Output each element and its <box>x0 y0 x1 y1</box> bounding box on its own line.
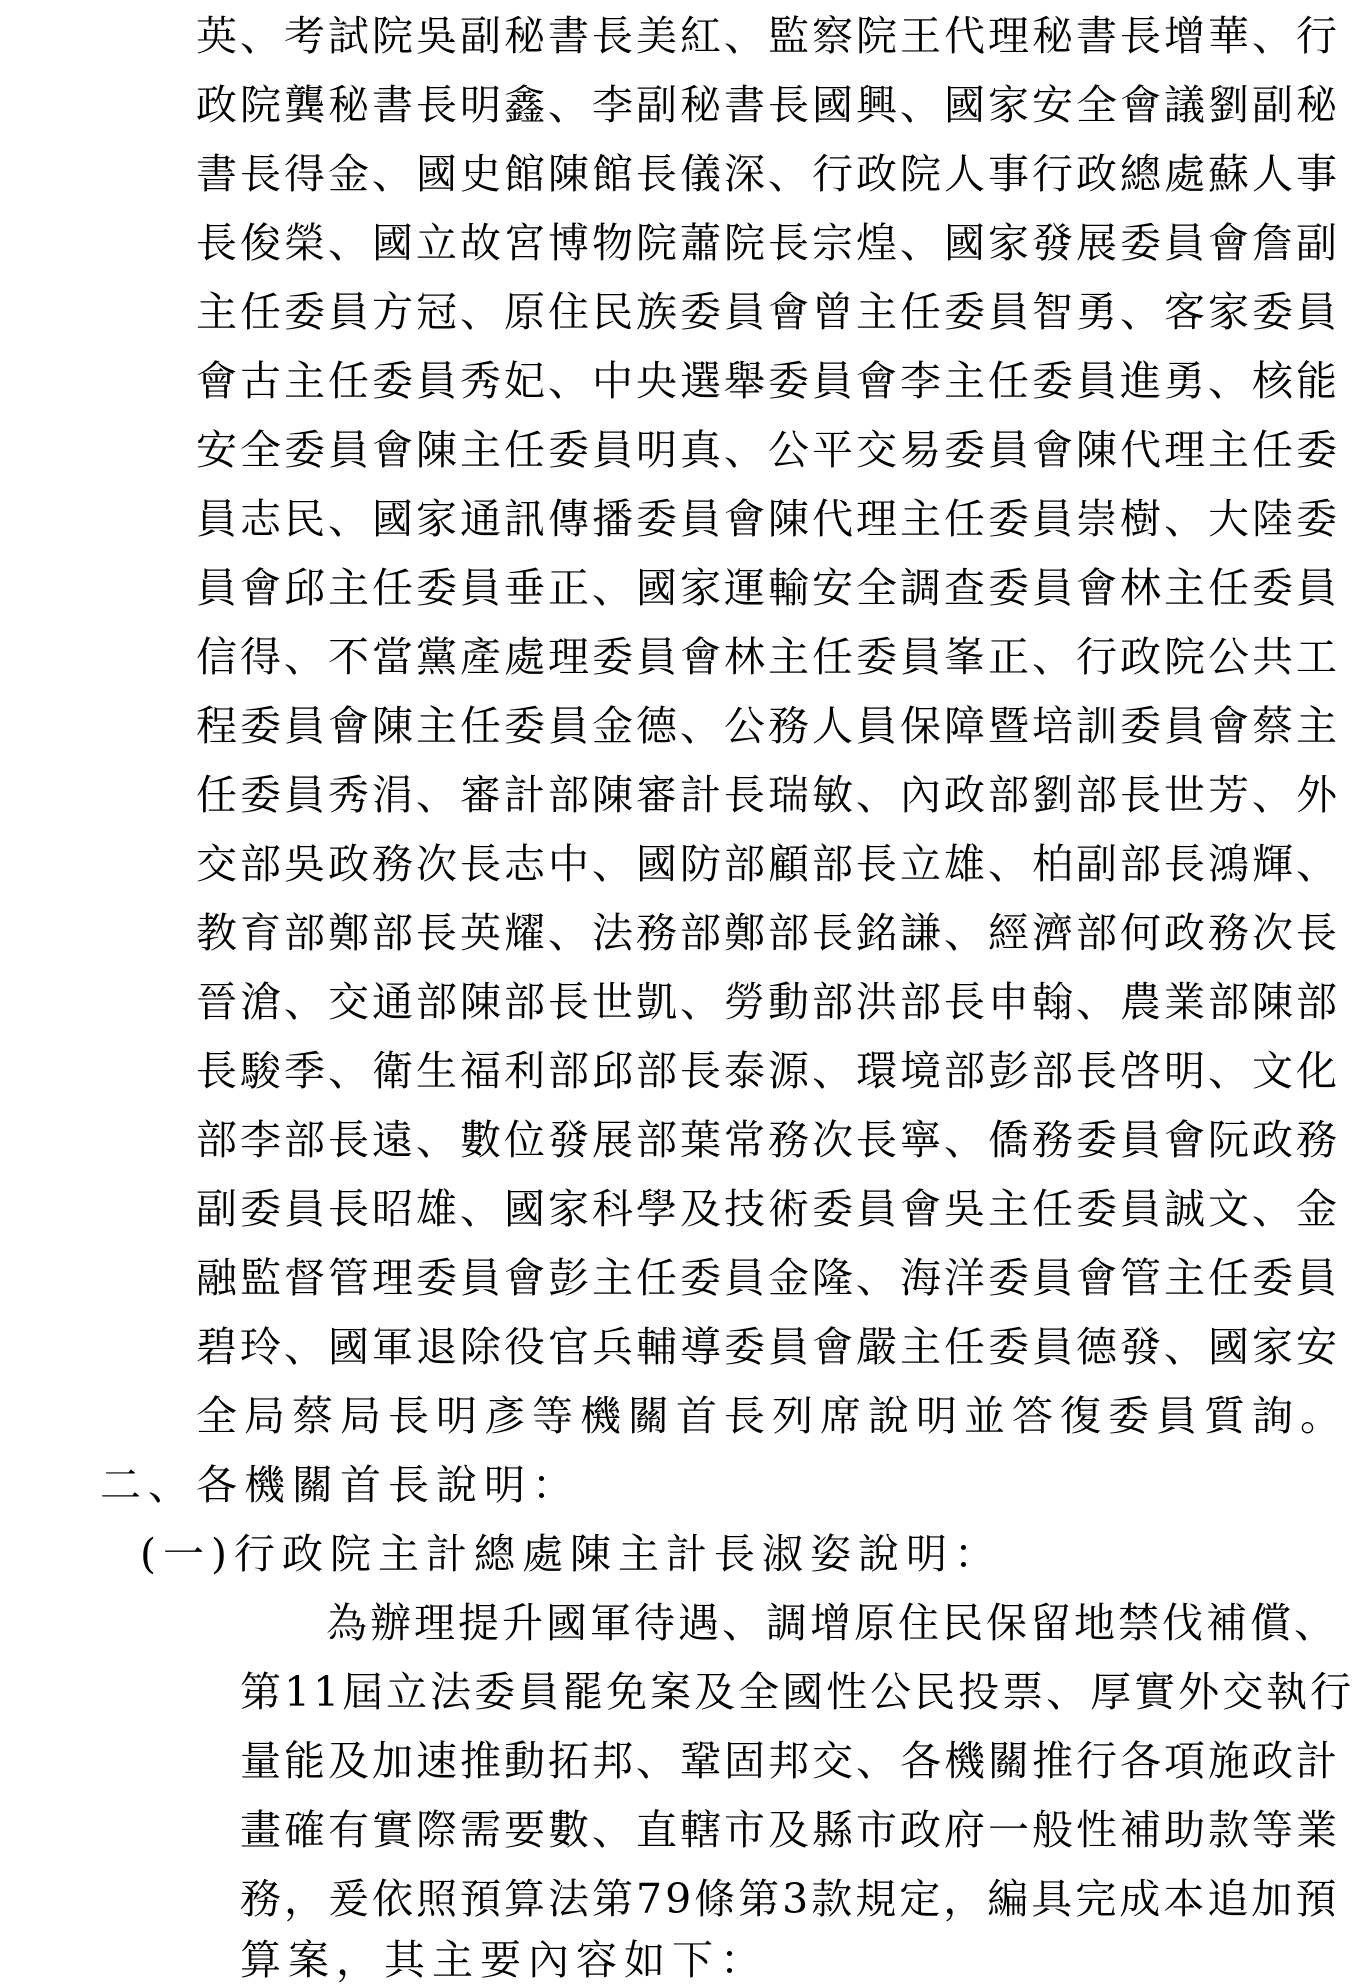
text-line: 信得、不當黨產處理委員會林主任委員峯正、行政院公共工 <box>196 633 1340 681</box>
text-line: 會古主任委員秀妃、中央選舉委員會李主任委員進勇、核能 <box>196 357 1340 405</box>
text-line: 員志民、國家通訊傳播委員會陳代理主任委員崇樹、大陸委 <box>196 495 1340 543</box>
text-line: 書長得金、國史館陳館長儀深、行政院人事行政總處蘇人事 <box>196 150 1340 198</box>
paragraph-line: 畫確有實際需要數、直轄市及縣市政府一般性補助款等業 <box>240 1806 1340 1854</box>
text-line: 長駿季、衛生福利部邱部長泰源、環境部彭部長啓明、文化 <box>196 1047 1340 1095</box>
text-line: 融監督管理委員會彭主任委員金隆、海洋委員會管主任委員 <box>196 1254 1340 1302</box>
paragraph-line: 務，爰依照預算法第79條第3款規定，編具完成本追加預 <box>240 1875 1340 1923</box>
text-line: 全局蔡局長明彥等機關首長列席說明並答復委員質詢。 <box>196 1392 1348 1440</box>
text-line: 程委員會陳主任委員金德、公務人員保障暨培訓委員會蔡主 <box>196 702 1340 750</box>
text-line: 部李部長遠、數位發展部葉常務次長寧、僑務委員會阮政務 <box>196 1116 1340 1164</box>
paragraph-line: 算案，其主要內容如下： <box>240 1936 768 1984</box>
text-line: 晉滄、交通部陳部長世凱、勞動部洪部長申翰、農業部陳部 <box>196 978 1340 1026</box>
text-line: 碧玲、國軍退除役官兵輔導委員會嚴主任委員德發、國家安 <box>196 1323 1340 1371</box>
text-line: 英、考試院吳副秘書長美紅、監察院王代理秘書長增華、行 <box>196 12 1340 60</box>
paragraph-line: 量能及加速推動拓邦、鞏固邦交、各機關推行各項施政計 <box>240 1737 1340 1785</box>
text-line: 副委員長昭雄、國家科學及技術委員會吳主任委員誠文、金 <box>196 1185 1340 1233</box>
text-line: 任委員秀涓、審計部陳審計長瑞敏、內政部劉部長世芳、外 <box>196 771 1340 819</box>
text-line: 主任委員方冠、原住民族委員會曾主任委員智勇、客家委員 <box>196 288 1340 336</box>
text-line: 長俊榮、國立故宮博物院蕭院長宗煌、國家發展委員會詹副 <box>196 219 1340 267</box>
text-line: 政院龔秘書長明鑫、李副秘書長國興、國家安全會議劉副秘 <box>196 81 1340 129</box>
paragraph-line: 為辦理提升國軍待遇、調增原住民保留地禁伐補償、 <box>326 1599 1338 1647</box>
section-heading: 二、各機關首長說明： <box>100 1461 580 1509</box>
text-line: 安全委員會陳主任委員明真、公平交易委員會陳代理主任委 <box>196 426 1340 474</box>
subsection-heading: (一)行政院主計總處陳主計長淑姿說明： <box>140 1530 1002 1578</box>
text-line: 交部吳政務次長志中、國防部顧部長立雄、柏副部長鴻輝、 <box>196 840 1340 888</box>
text-line: 教育部鄭部長英耀、法務部鄭部長銘謙、經濟部何政務次長 <box>196 909 1340 957</box>
paragraph-line: 第11屆立法委員罷免案及全國性公民投票、厚實外交執行 <box>240 1668 1355 1716</box>
text-line: 員會邱主任委員垂正、國家運輸安全調查委員會林主任委員 <box>196 564 1340 612</box>
